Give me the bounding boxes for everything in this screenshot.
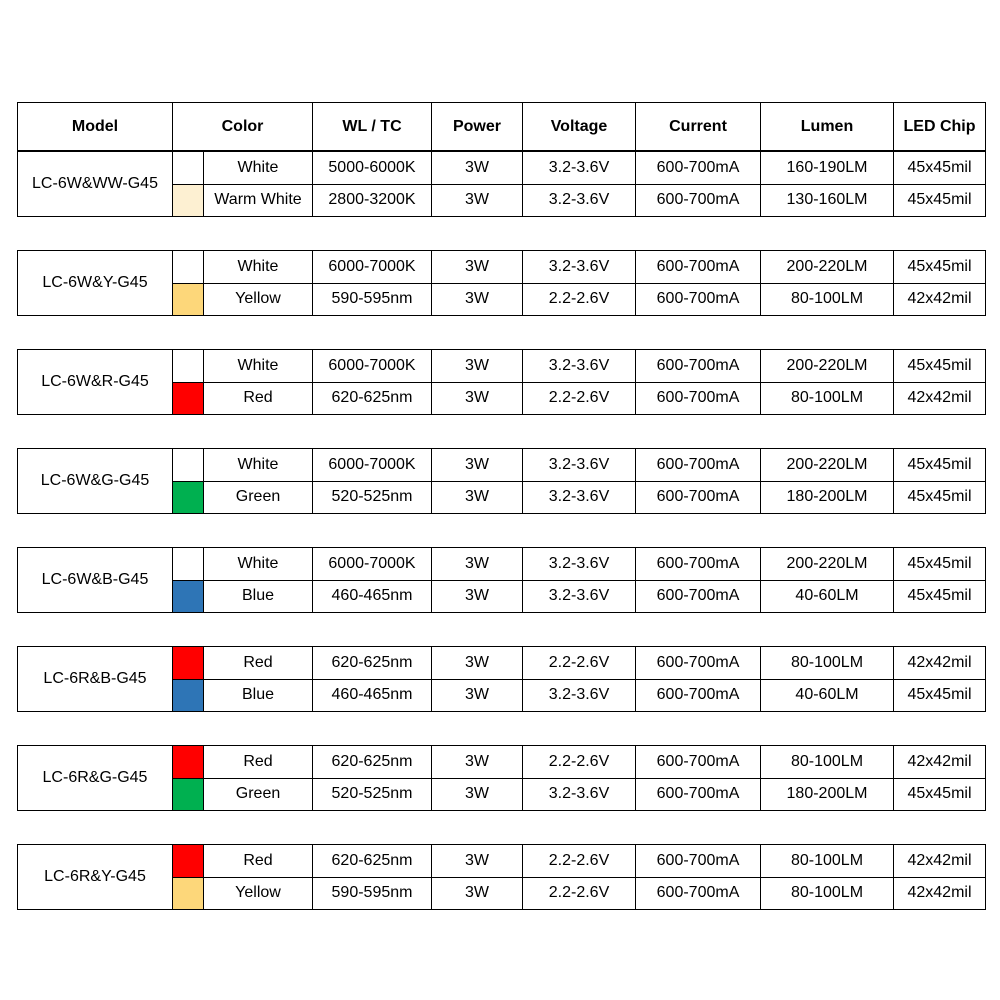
lumen-cell: 130-160LM bbox=[761, 184, 894, 217]
current-cell: 600-700mA bbox=[636, 184, 761, 217]
current-cell: 600-700mA bbox=[636, 350, 761, 383]
current-cell: 600-700mA bbox=[636, 845, 761, 878]
header-voltage: Voltage bbox=[523, 103, 636, 151]
current-cell: 600-700mA bbox=[636, 382, 761, 415]
lumen-cell: 80-100LM bbox=[761, 382, 894, 415]
color-swatch bbox=[173, 184, 204, 217]
current-cell: 600-700mA bbox=[636, 283, 761, 316]
header-led-chip: LED Chip bbox=[894, 103, 986, 151]
lumen-cell: 180-200LM bbox=[761, 481, 894, 514]
led-chip-cell: 45x45mil bbox=[894, 184, 986, 217]
color-swatch bbox=[173, 548, 204, 581]
power-cell: 3W bbox=[432, 679, 523, 712]
color-name: White bbox=[204, 350, 313, 383]
led-chip-cell: 42x42mil bbox=[894, 746, 986, 779]
color-swatch bbox=[173, 877, 204, 910]
wavelength-cell: 520-525nm bbox=[313, 481, 432, 514]
header-current: Current bbox=[636, 103, 761, 151]
voltage-cell: 2.2-2.6V bbox=[523, 845, 636, 878]
header-wl-tc: WL / TC bbox=[313, 103, 432, 151]
wavelength-cell: 6000-7000K bbox=[313, 251, 432, 284]
voltage-cell: 2.2-2.6V bbox=[523, 647, 636, 680]
color-swatch bbox=[173, 152, 204, 185]
led-chip-cell: 42x42mil bbox=[894, 845, 986, 878]
power-cell: 3W bbox=[432, 481, 523, 514]
led-chip-cell: 45x45mil bbox=[894, 548, 986, 581]
current-cell: 600-700mA bbox=[636, 746, 761, 779]
wavelength-cell: 460-465nm bbox=[313, 679, 432, 712]
current-cell: 600-700mA bbox=[636, 481, 761, 514]
color-name: Green bbox=[204, 778, 313, 811]
lumen-cell: 80-100LM bbox=[761, 647, 894, 680]
lumen-cell: 80-100LM bbox=[761, 283, 894, 316]
lumen-cell: 80-100LM bbox=[761, 877, 894, 910]
wavelength-cell: 590-595nm bbox=[313, 877, 432, 910]
wavelength-cell: 520-525nm bbox=[313, 778, 432, 811]
wavelength-cell: 6000-7000K bbox=[313, 449, 432, 482]
model-group-table bbox=[17, 349, 986, 415]
table-row bbox=[18, 152, 986, 185]
color-name: Yellow bbox=[204, 877, 313, 910]
current-cell: 600-700mA bbox=[636, 778, 761, 811]
model-group-table bbox=[17, 745, 986, 811]
color-swatch bbox=[173, 647, 204, 680]
wavelength-cell: 590-595nm bbox=[313, 283, 432, 316]
led-chip-cell: 42x42mil bbox=[894, 382, 986, 415]
led-chip-cell: 42x42mil bbox=[894, 877, 986, 910]
voltage-cell: 3.2-3.6V bbox=[523, 580, 636, 613]
voltage-cell: 3.2-3.6V bbox=[523, 548, 636, 581]
lumen-cell: 40-60LM bbox=[761, 679, 894, 712]
voltage-cell: 3.2-3.6V bbox=[523, 481, 636, 514]
color-swatch bbox=[173, 746, 204, 779]
table-row bbox=[18, 548, 986, 581]
power-cell: 3W bbox=[432, 350, 523, 383]
color-name: White bbox=[204, 449, 313, 482]
color-name: Red bbox=[204, 382, 313, 415]
color-swatch bbox=[173, 845, 204, 878]
current-cell: 600-700mA bbox=[636, 449, 761, 482]
color-swatch bbox=[173, 382, 204, 415]
model-name: LC-6W&WW-G45 bbox=[18, 152, 173, 217]
model-name: LC-6W&G-G45 bbox=[18, 449, 173, 514]
header-model: Model bbox=[18, 103, 173, 151]
power-cell: 3W bbox=[432, 580, 523, 613]
power-cell: 3W bbox=[432, 283, 523, 316]
current-cell: 600-700mA bbox=[636, 548, 761, 581]
model-name: LC-6R&B-G45 bbox=[18, 647, 173, 712]
model-name: LC-6W&Y-G45 bbox=[18, 251, 173, 316]
lumen-cell: 40-60LM bbox=[761, 580, 894, 613]
current-cell: 600-700mA bbox=[636, 152, 761, 185]
wavelength-cell: 620-625nm bbox=[313, 746, 432, 779]
voltage-cell: 3.2-3.6V bbox=[523, 350, 636, 383]
voltage-cell: 3.2-3.6V bbox=[523, 449, 636, 482]
table-row bbox=[18, 449, 986, 482]
wavelength-cell: 620-625nm bbox=[313, 382, 432, 415]
table-row bbox=[18, 845, 986, 878]
power-cell: 3W bbox=[432, 877, 523, 910]
power-cell: 3W bbox=[432, 845, 523, 878]
color-swatch bbox=[173, 679, 204, 712]
voltage-cell: 2.2-2.6V bbox=[523, 382, 636, 415]
model-group-table bbox=[17, 250, 986, 316]
model-name: LC-6R&Y-G45 bbox=[18, 845, 173, 910]
lumen-cell: 80-100LM bbox=[761, 845, 894, 878]
power-cell: 3W bbox=[432, 449, 523, 482]
voltage-cell: 2.2-2.6V bbox=[523, 746, 636, 779]
lumen-cell: 80-100LM bbox=[761, 746, 894, 779]
wavelength-cell: 5000-6000K bbox=[313, 152, 432, 185]
led-chip-cell: 45x45mil bbox=[894, 251, 986, 284]
color-name: White bbox=[204, 152, 313, 185]
lumen-cell: 200-220LM bbox=[761, 548, 894, 581]
wavelength-cell: 2800-3200K bbox=[313, 184, 432, 217]
power-cell: 3W bbox=[432, 251, 523, 284]
color-swatch bbox=[173, 580, 204, 613]
wavelength-cell: 460-465nm bbox=[313, 580, 432, 613]
model-group-table bbox=[17, 151, 986, 217]
voltage-cell: 2.2-2.6V bbox=[523, 283, 636, 316]
power-cell: 3W bbox=[432, 382, 523, 415]
model-group-table bbox=[17, 448, 986, 514]
model-name: LC-6R&G-G45 bbox=[18, 746, 173, 811]
header-color: Color bbox=[173, 103, 313, 151]
power-cell: 3W bbox=[432, 778, 523, 811]
header-lumen: Lumen bbox=[761, 103, 894, 151]
led-chip-cell: 45x45mil bbox=[894, 152, 986, 185]
header-power: Power bbox=[432, 103, 523, 151]
wavelength-cell: 620-625nm bbox=[313, 845, 432, 878]
color-name: Blue bbox=[204, 679, 313, 712]
color-swatch bbox=[173, 449, 204, 482]
model-name: LC-6W&B-G45 bbox=[18, 548, 173, 613]
led-chip-cell: 45x45mil bbox=[894, 778, 986, 811]
color-name: Red bbox=[204, 647, 313, 680]
power-cell: 3W bbox=[432, 184, 523, 217]
lumen-cell: 200-220LM bbox=[761, 449, 894, 482]
voltage-cell: 3.2-3.6V bbox=[523, 778, 636, 811]
led-chip-cell: 45x45mil bbox=[894, 679, 986, 712]
led-chip-cell: 45x45mil bbox=[894, 481, 986, 514]
model-group-table bbox=[17, 547, 986, 613]
wavelength-cell: 6000-7000K bbox=[313, 548, 432, 581]
color-swatch bbox=[173, 778, 204, 811]
color-name: Yellow bbox=[204, 283, 313, 316]
model-name: LC-6W&R-G45 bbox=[18, 350, 173, 415]
lumen-cell: 200-220LM bbox=[761, 350, 894, 383]
current-cell: 600-700mA bbox=[636, 877, 761, 910]
led-chip-cell: 42x42mil bbox=[894, 283, 986, 316]
power-cell: 3W bbox=[432, 152, 523, 185]
color-swatch bbox=[173, 481, 204, 514]
color-name: White bbox=[204, 548, 313, 581]
wavelength-cell: 6000-7000K bbox=[313, 350, 432, 383]
power-cell: 3W bbox=[432, 746, 523, 779]
led-chip-cell: 45x45mil bbox=[894, 580, 986, 613]
table-row bbox=[18, 350, 986, 383]
current-cell: 600-700mA bbox=[636, 251, 761, 284]
lumen-cell: 160-190LM bbox=[761, 152, 894, 185]
voltage-cell: 3.2-3.6V bbox=[523, 184, 636, 217]
model-group-table bbox=[17, 646, 986, 712]
voltage-cell: 3.2-3.6V bbox=[523, 152, 636, 185]
current-cell: 600-700mA bbox=[636, 647, 761, 680]
color-swatch bbox=[173, 283, 204, 316]
current-cell: 600-700mA bbox=[636, 580, 761, 613]
color-swatch bbox=[173, 350, 204, 383]
power-cell: 3W bbox=[432, 548, 523, 581]
current-cell: 600-700mA bbox=[636, 679, 761, 712]
led-chip-cell: 42x42mil bbox=[894, 647, 986, 680]
table-row bbox=[18, 251, 986, 284]
wavelength-cell: 620-625nm bbox=[313, 647, 432, 680]
color-swatch bbox=[173, 251, 204, 284]
voltage-cell: 3.2-3.6V bbox=[523, 679, 636, 712]
led-chip-cell: 45x45mil bbox=[894, 449, 986, 482]
voltage-cell: 2.2-2.6V bbox=[523, 877, 636, 910]
voltage-cell: 3.2-3.6V bbox=[523, 251, 636, 284]
spec-header-table bbox=[17, 102, 986, 151]
lumen-cell: 200-220LM bbox=[761, 251, 894, 284]
color-name: Green bbox=[204, 481, 313, 514]
table-row bbox=[18, 647, 986, 680]
table-row bbox=[18, 746, 986, 779]
color-name: Red bbox=[204, 845, 313, 878]
color-name: Warm White bbox=[204, 184, 313, 217]
power-cell: 3W bbox=[432, 647, 523, 680]
color-name: Blue bbox=[204, 580, 313, 613]
lumen-cell: 180-200LM bbox=[761, 778, 894, 811]
color-name: White bbox=[204, 251, 313, 284]
led-chip-cell: 45x45mil bbox=[894, 350, 986, 383]
header-row bbox=[18, 103, 986, 151]
color-name: Red bbox=[204, 746, 313, 779]
model-group-table bbox=[17, 844, 986, 910]
